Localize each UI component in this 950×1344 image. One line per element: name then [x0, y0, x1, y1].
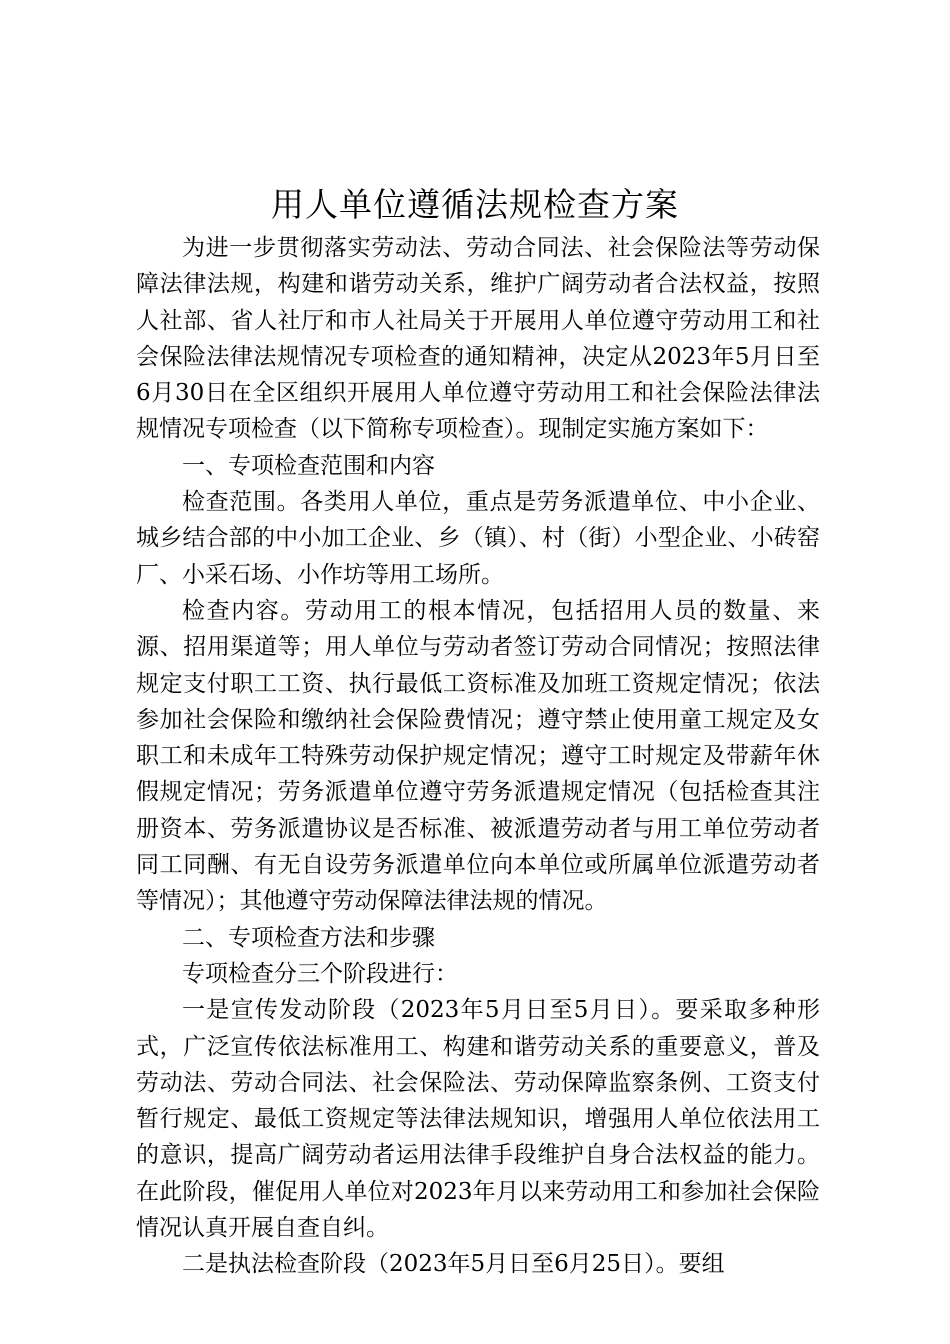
paragraph-stages: 专项检查分三个阶段进行： [182, 960, 458, 987]
section-heading-2: 二、专项检查方法和步骤 [182, 924, 435, 951]
document-body [136, 230, 820, 1283]
document-title: 用人单位遵循法规检查方案 [271, 185, 679, 224]
section-heading-1: 一、专项检查范围和内容 [182, 452, 435, 479]
paragraph-content: 检查内容。劳动用工的根本情况，包括招用人员的数量、来源、招用渠道等；用人单位与劳动者签订劳动合同情况；按照法律规定支付职工工资、执行最低工资标准及加班工资规定情况；依法参加社会保险和缴纳社会保险费情况；遵守禁止使用童工规定及女职工和未成年工特殊劳动保护规定情况；遵守工时规定及带薪年休假规定情况；劳务派遣单位遵守劳务派遣规定情况（包括检查其注册资本、劳务派遣协议是否标准、被派遣劳动者与用工单位劳动者同工同酬、有无自设劳务派遣单位向本单位或所属单位派遣劳动者等情况）；其他遵守劳动保障法律法规的情况。 [136, 597, 820, 915]
paragraph-scope: 检查范围。各类用人单位，重点是劳务派遣单位、中小企业、城乡结合部的中小加工企业、乡（镇）、村（街）小型企业、小砖窑厂、小采石场、小作坊等用工场所。 [136, 489, 820, 588]
paragraph-intro: 为进一步贯彻落实劳动法、劳动合同法、社会保险法等劳动保障法律法规，构建和谐劳动关系，维护广阔劳动者合法权益，按照人社部、省人社厅和市人社局关于开展用人单位遵守劳动用工和社会保险法律法规情况专项检查的通知精神，决定从2023年5月日至6月30日在全区组织开展用人单位遵守劳动用工和社会保险法律法规情况专项检查（以下简称专项检查）。现制定实施方案如下： [136, 235, 820, 443]
paragraph-stage-1: 一是宣传发动阶段（2023年5月日至5月日）。要采取多种形式，广泛宣传依法标准用工、构建和谐劳动关系的重要意义，普及劳动法、劳动合同法、社会保险法、劳动保障监察条例、工资支付暂行规定、最低工资规定等法律法规知识，增强用人单位依法用工的意识，提高广阔劳动者运用法律手段维护自身合法权益的能力。在此阶段，催促用人单位对2023年月以来劳动用工和参加社会保险情况认真开展自查自纠。 [136, 997, 820, 1242]
paragraph-stage-2: 二是执法检查阶段（2023年5月日至6月25日）。要组 [182, 1251, 725, 1278]
